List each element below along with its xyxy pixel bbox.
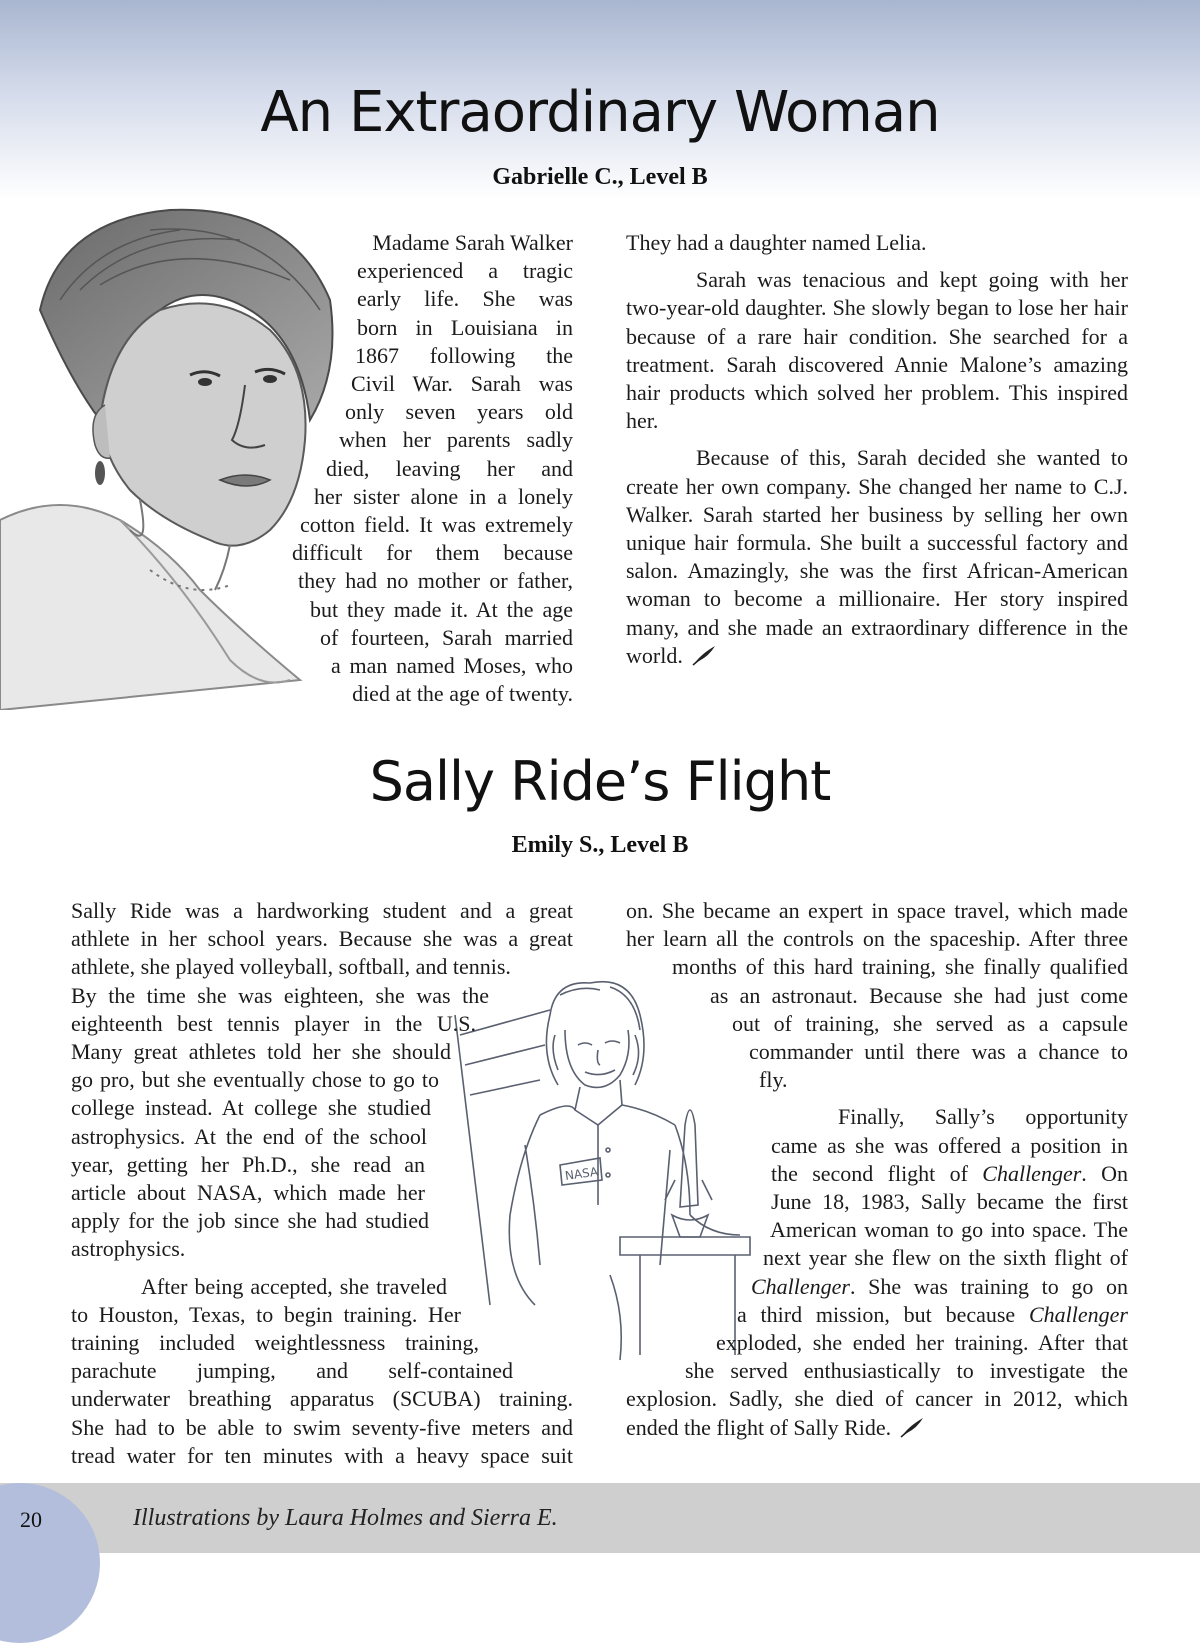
text-line: her sister alone in a lonely (314, 483, 573, 509)
illustration-credit: Illustrations by Laura Holmes and Sierra E. (133, 1505, 558, 1531)
text-line: explosion. Sadly, she died of cancer in 2012, which (626, 1386, 1128, 1412)
text-line: died, leaving her and (326, 455, 573, 481)
text-line: next year she flew on the sixth flight of (763, 1245, 1128, 1271)
badge-text: NASA (564, 1164, 599, 1184)
text-line: go pro, but she eventually chose to go to (71, 1067, 439, 1093)
text-line: tread water for ten minutes with a heavy space suit (71, 1442, 573, 1468)
text-line: athlete in her school years. Because she was a great (71, 926, 573, 952)
text-line: Many great athletes told her she should (71, 1039, 451, 1065)
text-line: came as she was offered a position in (771, 1132, 1128, 1158)
text-line: as an astronaut. Because she had just come (710, 982, 1128, 1008)
text-line: of fourteen, Sarah married (320, 624, 573, 650)
text-line: only seven years old (345, 399, 573, 425)
text-line: article about NASA, which made her (71, 1180, 425, 1206)
text-line: athlete, she played volleyball, softball, and tennis. (71, 954, 511, 980)
article1-column2 (626, 229, 1128, 670)
text-line: astrophysics. (71, 1236, 186, 1262)
text-line: her learn all the controls on the spaceship. After three (626, 926, 1128, 952)
text-line: a third mission, but because Challenger (737, 1301, 1128, 1327)
text-line: Sally Ride was a hardworking student and a great (71, 898, 573, 923)
text-line: year, getting her Ph.D., she read an (71, 1151, 425, 1177)
text-line: experienced a tragic (357, 258, 573, 284)
text-line: early life. She was (357, 286, 573, 312)
paragraph (626, 444, 1128, 670)
text-line: they had no mother or father, (298, 568, 573, 594)
article2-column1 (71, 897, 573, 1470)
text-line: 1867 following the (355, 342, 573, 368)
text-line: out of training, she served as a capsule (732, 1010, 1128, 1036)
text-line: eighteenth best tennis player in the U.S. (71, 1010, 476, 1036)
text-line-part: ended the flight of Sally Ride. (626, 1414, 892, 1440)
text-line: After being accepted, she traveled (141, 1273, 447, 1299)
article1-column1 (290, 229, 573, 708)
text-line: astrophysics. At the end of the school (71, 1123, 427, 1149)
text-line: when her parents sadly (339, 427, 573, 453)
text-line: Civil War. Sarah was (351, 371, 573, 397)
text-line: training included weightlessness training, (71, 1330, 479, 1356)
text-line: Finally, Sally’s opportunity (838, 1104, 1128, 1130)
page-number: 20 (20, 1507, 42, 1532)
text-line: born in Louisiana in (357, 314, 573, 340)
article2-column2 (626, 897, 1128, 1442)
text-line: a man named Moses, who (331, 653, 573, 679)
text-line: died at the age of twenty. (352, 681, 573, 707)
text-line: cotton field. It was extremely (300, 512, 573, 538)
text-line: she served enthusiastically to investigate the (685, 1358, 1128, 1384)
text-line: She had to be able to swim seventy-five meters and (71, 1414, 573, 1440)
text-line: college instead. At college she studied (71, 1095, 431, 1121)
text-line-part: the second flight of Challenger. On (771, 1160, 1128, 1186)
paragraph: Sarah was tenacious and kept going with her two-year-old daughter. She slowly began to lose her hair because of a rare hair condition. She searched for a treatment. Sarah discovered Annie Malone’s amazing hair products which solved her problem. This inspired her. (626, 267, 1128, 434)
text-line: on. She became an expert in space travel, which made (626, 898, 1128, 923)
text-line: but they made it. At the age (310, 596, 573, 622)
text-line: June 18, 1983, Sally became the first (771, 1189, 1128, 1215)
quill-pen-icon (691, 644, 717, 666)
text-line: fly. (759, 1067, 788, 1093)
text-line: Challenger. She was training to go on (751, 1273, 1128, 1299)
article-title: An Extraordinary Woman (260, 80, 940, 145)
text-line: months of this hard training, she finally qualified (672, 954, 1128, 980)
article-byline: Emily S., Level B (511, 832, 689, 858)
text-line: apply for the job since she had studied (71, 1208, 429, 1234)
text-line (626, 1414, 1128, 1442)
paragraph-text: Because of this, Sarah decided she wanted to create her own company. She changed her name to C.J. Walker. Sarah started her business by selling her own unique hair formula. She built a successful factory and salon. Amazingly, she was the first African-American woman to become a millionaire. Her story inspired many, and she made an extraordinary difference in the world. (626, 445, 1128, 668)
text-line (771, 1160, 1128, 1188)
text-line: underwater breathing apparatus (SCUBA) training. (71, 1386, 573, 1412)
article-byline: Gabrielle C., Level B (492, 164, 708, 190)
text-line: to Houston, Texas, to begin training. Her (71, 1301, 461, 1327)
text-line: exploded, she ended her training. After that (716, 1330, 1128, 1356)
text-line: Madame Sarah Walker (372, 230, 573, 255)
quill-pen-icon (899, 1416, 925, 1438)
text-line: American woman to go into space. The (770, 1217, 1128, 1243)
article-title: Sally Ride’s Flight (369, 750, 831, 813)
text-line: By the time she was eighteen, she was the (71, 982, 489, 1008)
text-line: difficult for them because (292, 540, 573, 566)
text-line: parachute jumping, and self-contained (71, 1358, 513, 1384)
paragraph: They had a daughter named Lelia. (626, 230, 927, 255)
text-line: commander until there was a chance to (749, 1039, 1128, 1065)
